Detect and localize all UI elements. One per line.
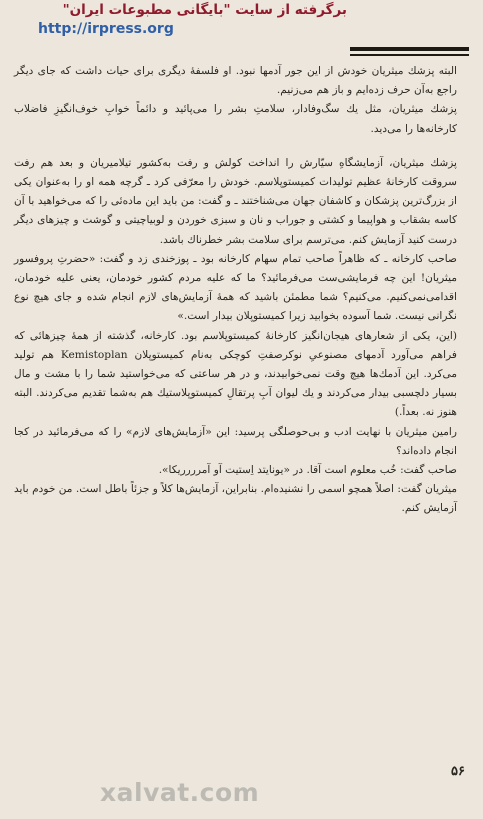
paragraph: پزشك میثریان، آزمایشگاهِ سیّارش را انداخت کولش و رفت به‌کشور تیلامیریان و بعد هم رفت سروقت کارخانهٔ عظیم تولیدات کمیستوپلاسم. خودش را معرّفی کرد ـ گرچه همه او را به‌عنوان یکی از بزرگ‌ترین پزشکان و کاشفان جهان می‌شناختند ـ و گفت: من باید این ماده‌ئی را که می‌خواهید با آن کاسه بشقاب و هواپیما و کشتی و جوراب و نان و سبزی خوردن و لوبیاچیتی و گوشت و چیزهای دیگر درست کنید آزمایش کنم. می‌ترسم برای سلامت بشر خطرناك باشد. (14, 156, 457, 246)
site-url[interactable]: http://irpress.org (38, 21, 174, 37)
paragraph: پزشك میثریان، مثل یك سگ‌وفادار، سلامتِ بشر را می‌پائید و دائماً خوابِ خوف‌انگیزِ فاضلاب کارخانه‌ها را می‌دید. (14, 103, 457, 135)
header-rule-thin (350, 54, 469, 56)
paragraph: البته پزشك میثریان خودش از این جور آدمها نبود. او فلسفهٔ دیگری برای حیات داشت که جای دیگر راجع به‌آن حرف زده‌ایم و باز هم می‌زنیم. (14, 65, 457, 97)
page-number: ۵۶ (451, 764, 465, 779)
paragraph: صاحب کارخانه ـ که ظاهراً صاحب تمام سهام کارخانه بود ـ پوزخندی زد و گفت: «حضرتِ پروفسور میثریان! این چه فرمایشی‌ست می‌فرمائید؟ ما که علیه مردم کشور خودمان، یعنی علیه خودمان، اقدامی‌نمی‌کنیم. می‌کنیم؟ شما مطمئن باشید که همهٔ آزمایش‌های لازم انجام شده و جای هیچ نوع نگرانی نیست. شما آسوده بخوابید زیرا کمیستوپلان بیدار است.» (14, 252, 457, 323)
article-body (14, 62, 457, 749)
paragraph: (این، یکی از شعارهای هیجان‌انگیز کارخانهٔ کمیستوپلاسم بود. کارخانه، گذشته از همهٔ چیزهائی که فراهم می‌آورد آدمهای مصنوعیِ نوکرصفتِ کوچکی به‌نام کمیستوپلان Kemistoplan هم تولید می‌کرد. این آدمك‌ها هیچ وقت نمی‌خوابیدند، و در هر ساعتی که می‌خواستید شما را با مشت و مال بسیار دلچسبی بیدار می‌کردند و یك لیوان آبِ پرتقالِ کمیستوپلاستیك هم به‌شما تقدیم می‌کردند. البته هنوز نه. بعداً.) (14, 329, 457, 419)
footer-watermark: xalvat.com (100, 778, 260, 807)
paragraph: میثریان گفت: اصلاً همچو اسمی را نشنیده‌ام. بنابراین، آزمایش‌ها کلاً و جزئاً باطل است. من خودم باید آزمایش کنم. (14, 483, 457, 515)
source-watermark (30, 0, 477, 44)
paragraph: صاحب گفت: خُب معلوم است آقا. در «یونایتد اِستیت آو آمرررریکا». (158, 464, 457, 477)
site-caption: برگرفته از سایت "بایگانی مطبوعات ایران" (62, 2, 347, 18)
header-rule-thick (350, 47, 469, 51)
paragraph: رامین میثریان با نهایت ادب و بی‌حوصلگی پرسید: این «آزمایش‌های لازم» را که می‌فرمائید در کجا انجام داده‌اند؟ (14, 425, 457, 457)
